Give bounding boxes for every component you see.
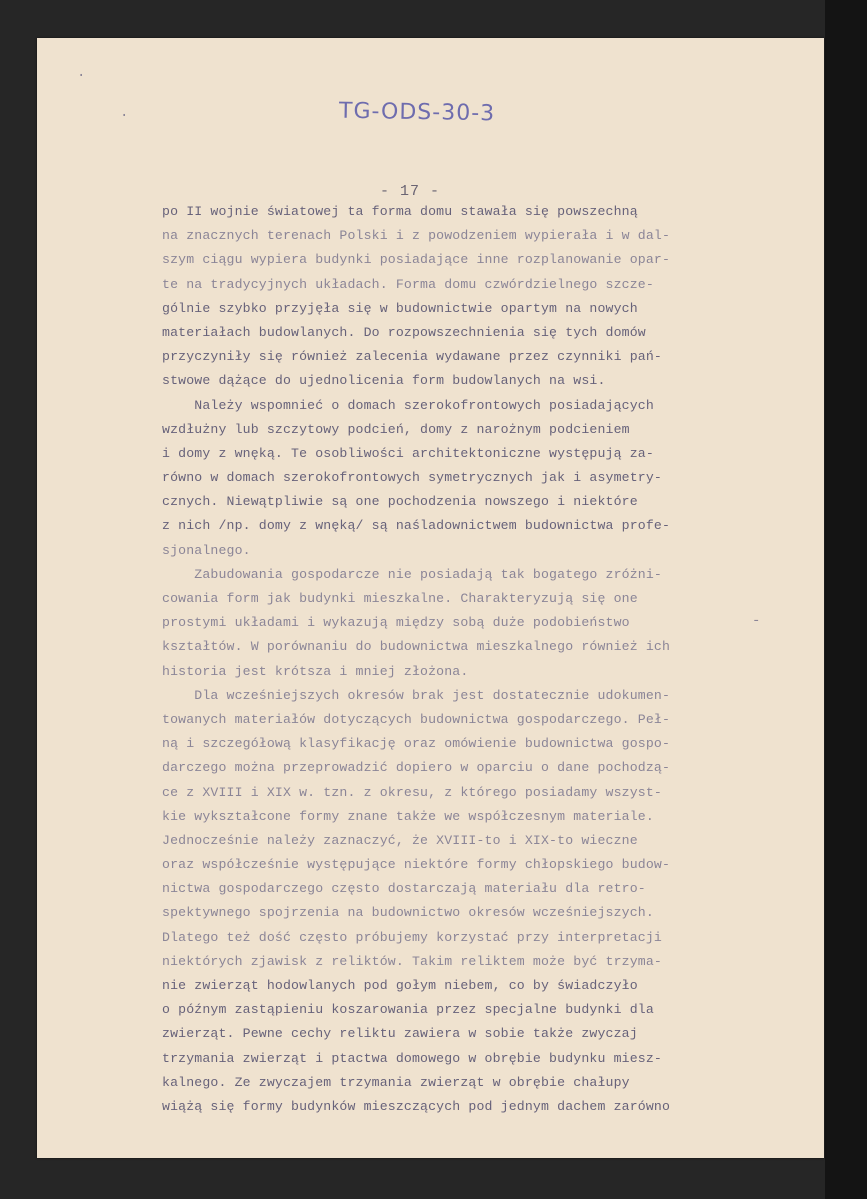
text-line: niektórych zjawisk z reliktów. Takim reliktem może być trzyma- bbox=[162, 953, 662, 969]
text-line: wiążą się formy budynków mieszczących pod jednym dachem zarówno bbox=[162, 1098, 671, 1114]
text-line: kształtów. W porównaniu do budownictwa mieszkalnego również ich bbox=[162, 639, 671, 655]
text-line: prostymi układami i wykazują między sobą duże podobieństwo bbox=[162, 615, 630, 631]
text-line: materiałach budowlanych. Do rozpowszechnienia się tych domów bbox=[162, 324, 646, 340]
text-line: nictwa gospodarczego często dostarczają materiału dla retro- bbox=[162, 881, 646, 897]
speck-mark: · bbox=[77, 68, 86, 84]
text-line: historia jest krótsza i mniej złożona. bbox=[162, 663, 469, 679]
margin-dash-mark: - bbox=[752, 613, 761, 629]
text-line: z nich /np. domy z wnęką/ są naśladownictwem budownictwa profe- bbox=[162, 518, 671, 534]
text-line: cowania form jak budynki mieszkalne. Charakteryzują się one bbox=[162, 591, 638, 606]
text-line: i domy z wnęką. Te osobliwości architektoniczne występują za- bbox=[162, 445, 654, 461]
text-line: zwierząt. Pewne cechy reliktu zawiera w sobie także zwyczaj bbox=[162, 1026, 638, 1042]
text-line: ce z XVIII i XIX w. tzn. z okresu, z którego posiadamy wszyst- bbox=[162, 784, 662, 800]
text-line: oraz współcześnie występujące niektóre formy chłopskiego budow- bbox=[162, 857, 671, 873]
text-line: o późnym zastąpieniu koszarowania przez specjalne budynki dla bbox=[162, 1002, 654, 1018]
text-line: sjonalnego. bbox=[162, 542, 251, 558]
archive-signature: TG-ODS-30-3 bbox=[338, 98, 496, 127]
text-line: trzymania zwierząt i ptactwa domowego w obrębie budynku miesz- bbox=[162, 1050, 662, 1066]
text-line: po II wojnie światowej ta forma domu stawała się powszechną bbox=[162, 204, 638, 219]
text-line: gólnie szybko przyjęła się w budownictwie opartym na nowych bbox=[162, 300, 638, 316]
text-line: te na tradycyjnych układach. Forma domu czwórdzielnego szcze- bbox=[162, 276, 654, 292]
text-line: na znacznych terenach Polski i z powodzeniem wypierała i w dal- bbox=[162, 228, 671, 244]
document-page bbox=[37, 38, 824, 1158]
text-line: Dlatego też dość często próbujemy korzystać przy interpretacji bbox=[162, 929, 662, 945]
text-line: kalnego. Ze zwyczajem trzymania zwierząt w obrębie chałupy bbox=[162, 1074, 630, 1090]
text-line: stwowe dążące do ujednolicenia form budowlanych na wsi. bbox=[162, 373, 606, 389]
text-line: ną i szczegółową klasyfikację oraz omówienie budownictwa gospo- bbox=[162, 736, 671, 752]
text-line: przyczyniły się również zalecenia wydawane przez czynniki pań- bbox=[162, 349, 662, 365]
text-line: Dla wcześniejszych okresów brak jest dostatecznie udokumen- bbox=[162, 687, 671, 703]
text-line: towanych materiałów dotyczących budownictwa gospodarczego. Peł- bbox=[162, 711, 671, 727]
speck-mark: · bbox=[120, 108, 129, 124]
text-line: Zabudowania gospodarcze nie posiadają tak bogatego zróżni- bbox=[162, 566, 662, 582]
scan-edge-strip bbox=[825, 0, 867, 1199]
text-line: szym ciągu wypiera budynki posiadające inne rozplanowanie opar- bbox=[162, 252, 671, 268]
text-line: kie wykształcone formy znane także we współczesnym materiale. bbox=[162, 808, 654, 824]
document-body bbox=[162, 200, 782, 1119]
text-line: równo w domach szerokofrontowych symetrycznych jak i asymetry- bbox=[162, 470, 662, 486]
text-line: Należy wspomnieć o domach szerokofrontowych posiadających bbox=[162, 397, 654, 413]
text-line: Jednocześnie należy zaznaczyć, że XVIII-to i XIX-to wieczne bbox=[162, 832, 638, 848]
text-line: cznych. Niewątpliwie są one pochodzenia nowszego i niektóre bbox=[162, 494, 638, 510]
text-line: spektywnego spojrzenia na budownictwo okresów wcześniejszych. bbox=[162, 905, 654, 921]
text-line: nie zwierząt hodowlanych pod gołym niebem, co by świadczyło bbox=[162, 978, 638, 993]
text-line: darczego można przeprowadzić dopiero w oparciu o dane pochodzą- bbox=[162, 760, 671, 776]
text-line: wzdłużny lub szczytowy podcień, domy z narożnym podcieniem bbox=[162, 421, 630, 437]
page-number: - 17 - bbox=[380, 183, 441, 200]
